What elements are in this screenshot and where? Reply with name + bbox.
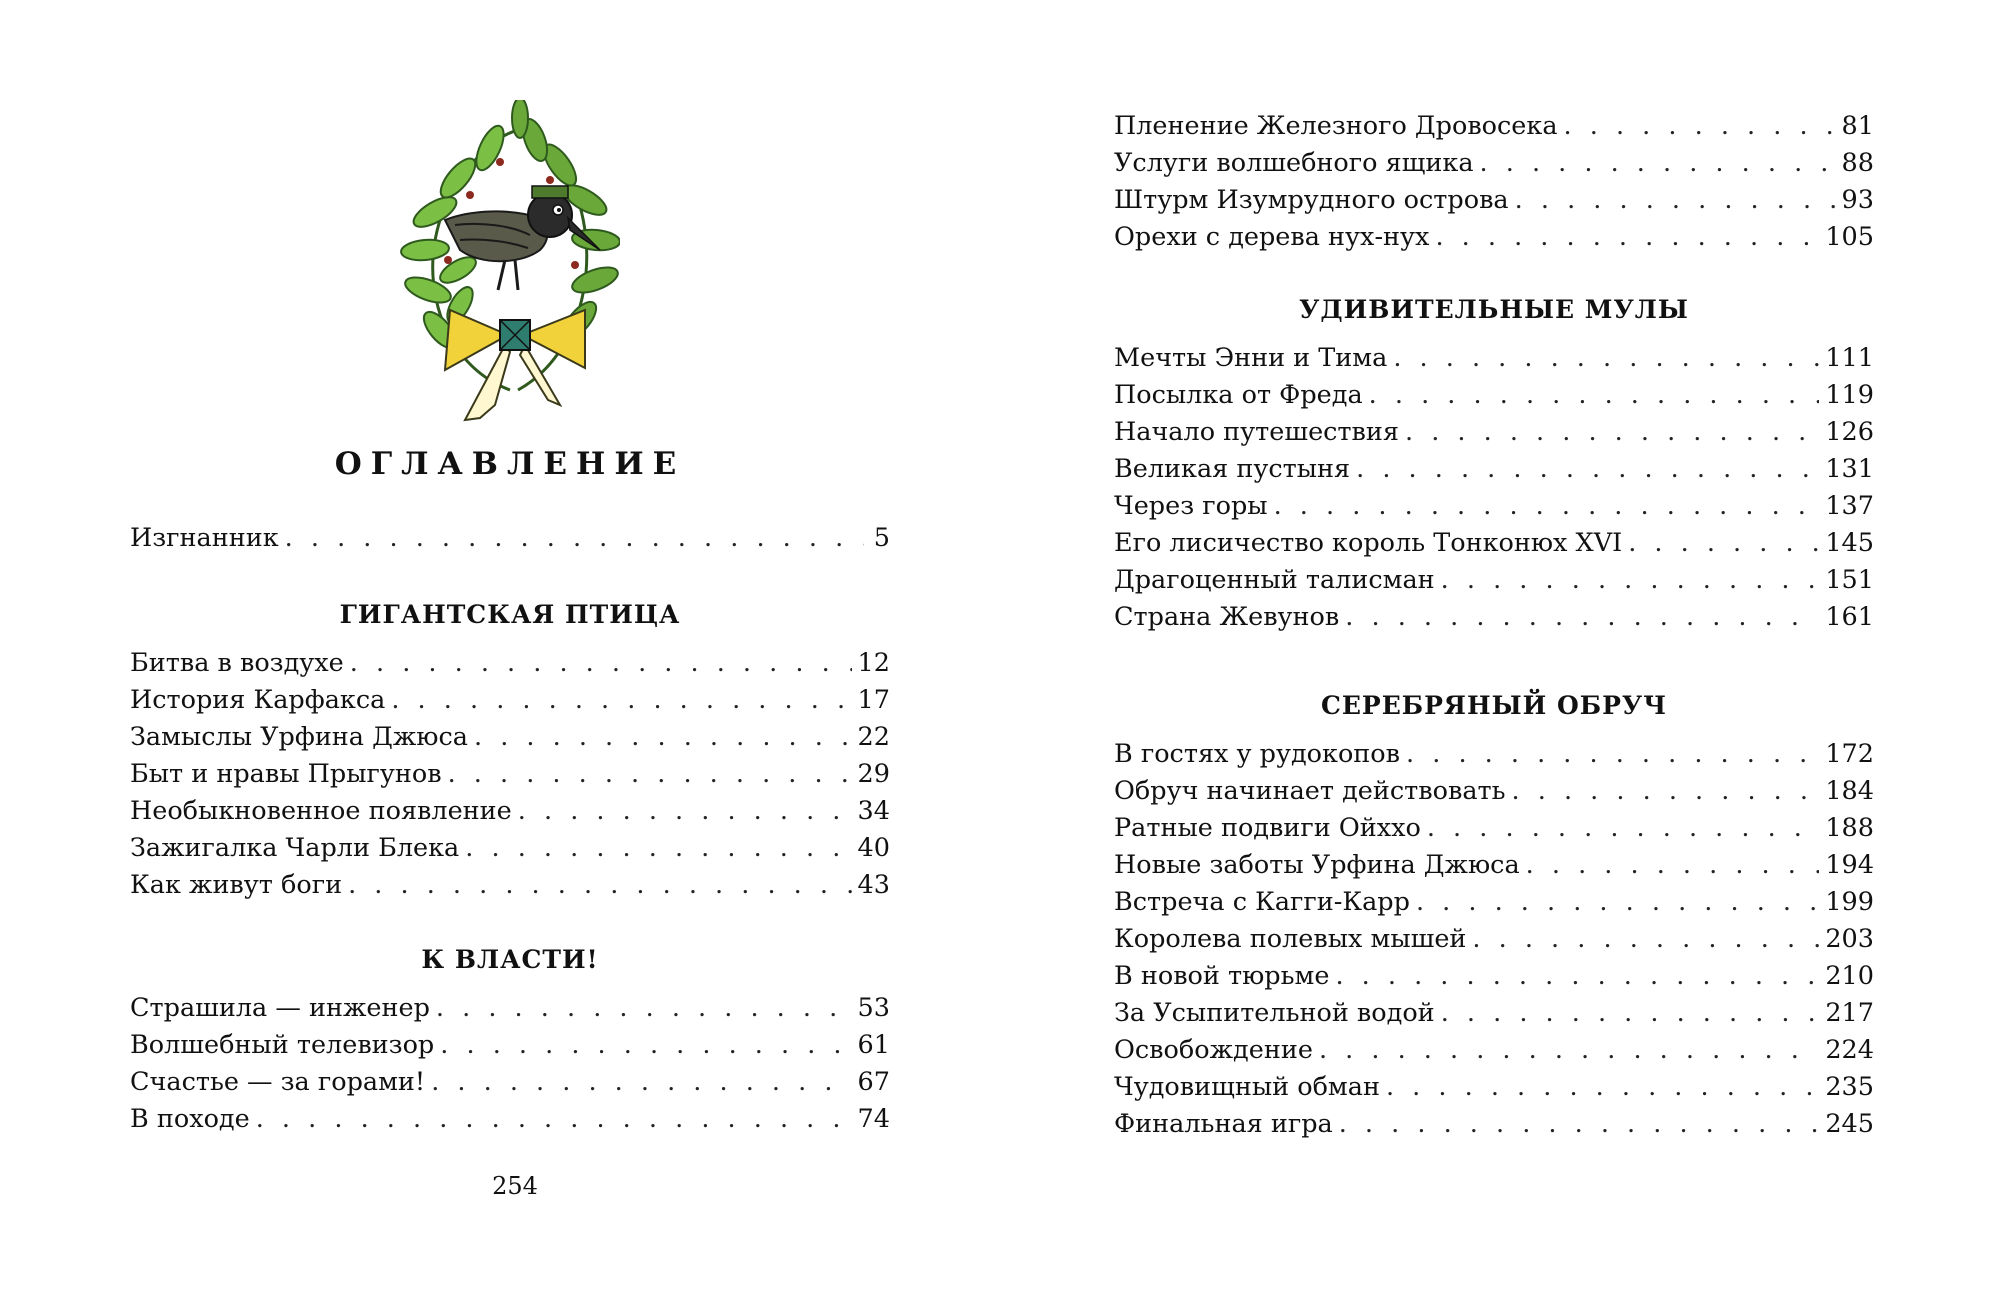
entry-page: 161 [1825,602,1874,632]
toc-entry [1114,182,1874,219]
toc-entry [1114,599,1874,636]
entry-page: 12 [857,648,890,678]
entry-title: Его лисичество король Тонконюх XVI [1114,528,1623,558]
entry-title: Как живут боги [130,870,343,900]
entry-page: 131 [1825,454,1874,484]
toc-entry [1114,773,1874,810]
toc-entry [1114,958,1874,995]
entry-page: 74 [857,1104,890,1134]
entry-title: Битва в воздухе [130,648,344,678]
entry-page: 203 [1825,924,1874,954]
entry-page: 217 [1825,998,1874,1028]
entry-page: 34 [857,796,890,826]
entry-title: Встреча с Кагги-Карр [1114,887,1410,917]
toc-entry [1114,145,1874,182]
toc-entry [1114,1032,1874,1069]
entry-title: Через горы [1114,491,1268,521]
entry-page: 53 [857,993,890,1023]
toc-entry [1114,1106,1874,1143]
toc-entry [1114,995,1874,1032]
entry-page: 188 [1825,813,1874,843]
entry-title: Посылка от Фреда [1114,380,1363,410]
section-heading: ГИГАНТСКАЯ ПТИЦА [339,600,681,629]
entry-title: Драгоценный талисман [1114,565,1435,595]
entry-title: История Карфакса [130,685,386,715]
entry-page: 184 [1825,776,1874,806]
toc-entry [130,830,890,867]
entry-page: 67 [857,1067,890,1097]
entry-title: В походе [130,1104,250,1134]
entry-title: За Усыпительной водой [1114,998,1435,1028]
entry-page: 29 [857,759,890,789]
toc-entry [1114,847,1874,884]
entry-title: Услуги волшебного ящика [1114,148,1474,178]
entry-title: Пленение Железного Дровосека [1114,111,1558,141]
entry-page: 81 [1841,111,1874,141]
entry-title: Орехи с дерева нух-нух [1114,222,1430,252]
entry-page: 172 [1825,739,1874,769]
toc-entry [1114,340,1874,377]
entry-page: 5 [873,523,890,553]
toc-section [1114,676,1874,1143]
toc-entry [1114,810,1874,847]
toc-entry [1114,414,1874,451]
entry-page: 119 [1825,380,1874,410]
entry-title: Необыкновенное появление [130,796,512,826]
entry-title: Зажигалка Чарли Блека [130,833,460,863]
toc-entry [1114,525,1874,562]
entry-page: 88 [1841,148,1874,178]
entry-title: Королева полевых мышей [1114,924,1467,954]
toc-entry [1114,884,1874,921]
entry-title: Штурм Изумрудного острова [1114,185,1509,215]
entry-page: 93 [1841,185,1874,215]
entry-title: Замыслы Урфина Джюса [130,722,468,752]
toc-entry [130,756,890,793]
entry-page: 126 [1825,417,1874,447]
entry-page: 199 [1825,887,1874,917]
page-title: ОГЛАВЛЕНИЕ [334,446,686,482]
entry-page: 235 [1825,1072,1874,1102]
toc-entry [130,719,890,756]
entry-title: Обруч начинает действовать [1114,776,1506,806]
entry-page: 224 [1825,1035,1874,1065]
toc-entry [1114,921,1874,958]
toc-entry [130,990,890,1027]
toc-continued [1114,108,1874,256]
toc-entry [1114,562,1874,599]
entry-page: 61 [857,1030,890,1060]
entry-title: Великая пустыня [1114,454,1351,484]
entry-page: 40 [857,833,890,863]
toc-entry [130,867,890,904]
entry-page: 43 [857,870,890,900]
toc-entry [1114,108,1874,145]
entry-title: Ратные подвиги Ойххо [1114,813,1421,843]
toc-entry [130,520,890,557]
entry-page: 210 [1825,961,1874,991]
toc-entry [130,793,890,830]
toc-entry [1114,219,1874,256]
crow-in-laurel-wreath-icon [400,100,620,430]
entry-title: Чудовищный обман [1114,1072,1380,1102]
entry-page: 194 [1825,850,1874,880]
entry-title: Начало путешествия [1114,417,1399,447]
right-page [1000,0,2000,1297]
toc-section [1114,280,1874,636]
entry-page: 22 [857,722,890,752]
toc-entry [1114,736,1874,773]
toc-entry [1114,1069,1874,1106]
section-heading: К ВЛАСТИ! [421,945,599,974]
toc-section [130,930,890,1138]
entry-page: 245 [1825,1109,1874,1139]
entry-title: Новые заботы Урфина Джюса [1114,850,1520,880]
entry-title: В новой тюрьме [1114,961,1330,991]
entry-title: Страна Жевунов [1114,602,1340,632]
entry-title: Волшебный телевизор [130,1030,435,1060]
toc-entry [130,1101,890,1138]
entry-page: 17 [857,685,890,715]
entry-page: 111 [1825,343,1874,373]
entry-title: В гостях у рудокопов [1114,739,1401,769]
entry-page: 137 [1825,491,1874,521]
toc-entry [130,682,890,719]
toc-section [130,585,890,904]
section-heading: УДИВИТЕЛЬНЫЕ МУЛЫ [1299,295,1689,324]
entry-title: Мечты Энни и Тима [1114,343,1388,373]
toc-entry [1114,488,1874,525]
toc-entry [1114,377,1874,414]
toc-entry [130,1064,890,1101]
entry-title: Страшила — инженер [130,993,430,1023]
toc-entry [1114,451,1874,488]
entry-title: Финальная игра [1114,1109,1333,1139]
toc-entry [130,1027,890,1064]
entry-title: Быт и нравы Прыгунов [130,759,442,789]
entry-page: 105 [1825,222,1874,252]
entry-title: Счастье — за горами! [130,1067,426,1097]
toc-entry [130,645,890,682]
entry-page: 151 [1825,565,1874,595]
entry-page: 145 [1825,528,1874,558]
page-number: 254 [492,1172,538,1200]
toc-intro [130,520,890,557]
section-heading: СЕРЕБРЯНЫЙ ОБРУЧ [1320,691,1668,720]
entry-title: Изгнанник [130,523,279,553]
entry-title: Освобождение [1114,1035,1313,1065]
